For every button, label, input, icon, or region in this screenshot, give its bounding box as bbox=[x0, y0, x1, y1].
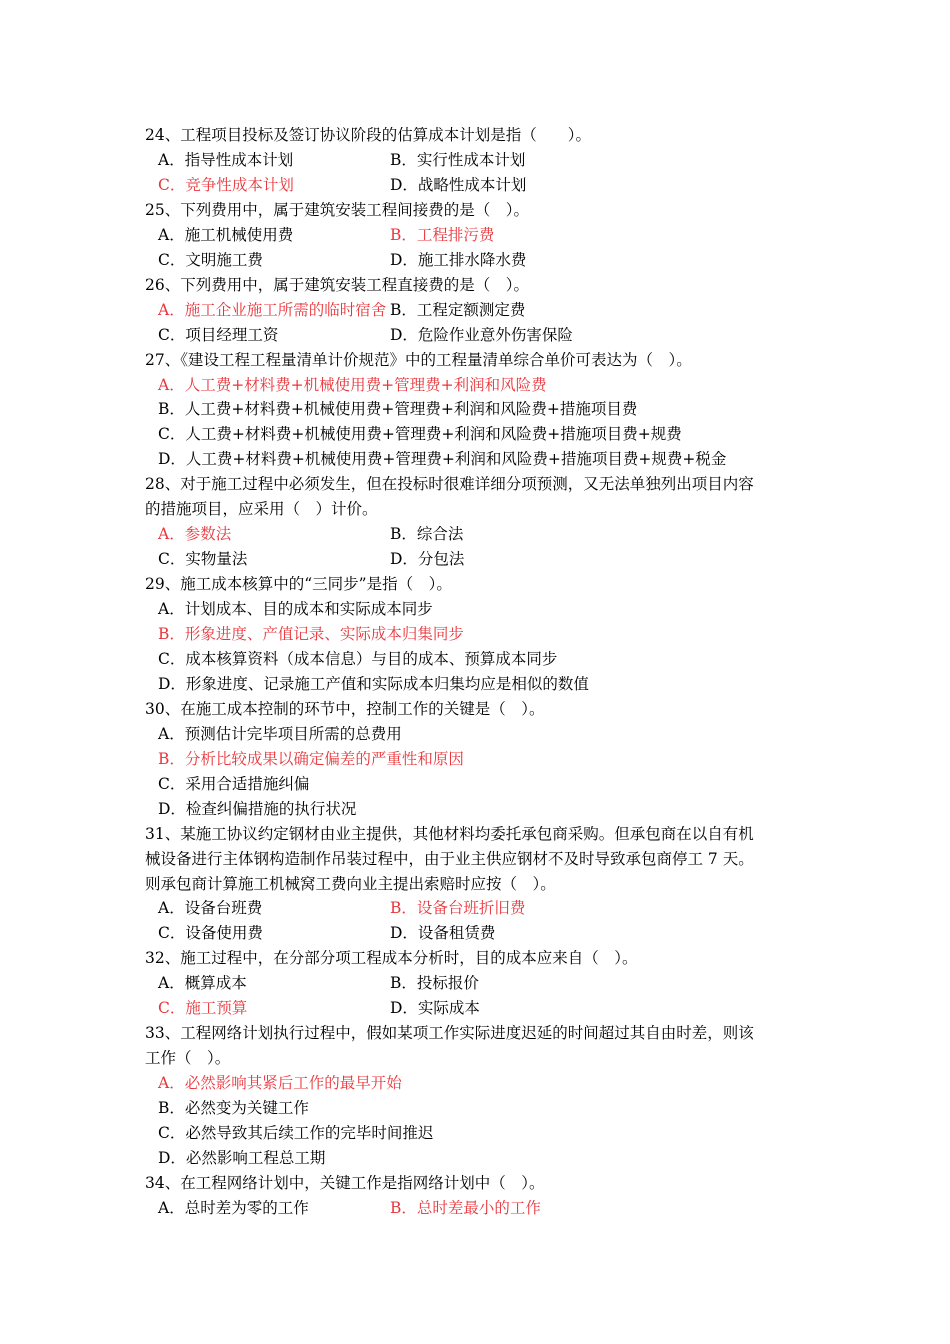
question-stem: 25、下列费用中，属于建筑安装工程间接费的是（ ）。 bbox=[145, 200, 529, 219]
question-stem: 30、在施工成本控制的环节中，控制工作的关键是（ ）。 bbox=[145, 699, 545, 718]
answer-option: D．战略性成本计划 bbox=[390, 175, 527, 194]
question-stem: 33、工程网络计划执行过程中，假如某项工作实际进度迟延的时间超过其自由时差，则该 bbox=[145, 1024, 754, 1043]
answer-option-correct: B．工程排污费 bbox=[390, 225, 495, 244]
option-row bbox=[158, 422, 828, 447]
option-row bbox=[158, 597, 828, 622]
option-row bbox=[158, 248, 828, 273]
question-stem: 29、施工成本核算中的“三同步”是指（ ）。 bbox=[145, 575, 452, 594]
answer-option-correct: B．设备台班折旧费 bbox=[390, 899, 526, 918]
option-row bbox=[158, 971, 828, 996]
question-stem: 则承包商计算施工机械窝工费向业主提出索赔时应按（ ）。 bbox=[145, 874, 556, 893]
answer-option: C．必然导致其后续工作的完毕时间推迟 bbox=[158, 1124, 434, 1142]
answer-option: D．实际成本 bbox=[390, 999, 480, 1018]
answer-option: B．实行性成本计划 bbox=[390, 150, 526, 169]
option-row bbox=[158, 1096, 828, 1121]
option-row bbox=[158, 1196, 828, 1221]
question-stem: 26、下列费用中，属于建筑安装工程直接费的是（ ）。 bbox=[145, 275, 529, 294]
option-row bbox=[158, 896, 828, 921]
answer-option: A．预测估计完毕项目所需的总费用 bbox=[158, 724, 402, 743]
option-row bbox=[158, 397, 828, 422]
question-stem: 28、对于施工过程中必须发生，但在投标时很难详细分项预测，又无法单独列出项目内容 bbox=[145, 475, 754, 494]
option-row bbox=[158, 223, 828, 248]
answer-option: A．总时差为零的工作 bbox=[158, 1198, 309, 1217]
answer-option: C．采用合适措施纠偏 bbox=[158, 774, 310, 793]
question-stem: 34、在工程网络计划中，关键工作是指网络计划中（ ）。 bbox=[145, 1173, 545, 1192]
answer-option-correct: B．总时差最小的工作 bbox=[390, 1198, 541, 1217]
answer-option: A．概算成本 bbox=[158, 974, 247, 993]
question-stem: 的措施项目，应采用（ ）计价。 bbox=[145, 500, 378, 519]
answer-option: A．设备台班费 bbox=[158, 899, 263, 918]
answer-option: D．必然影响工程总工期 bbox=[158, 1148, 326, 1167]
question-stem: 32、施工过程中，在分部分项工程成本分析时，目的成本应来自（ ）。 bbox=[145, 949, 638, 968]
option-row bbox=[158, 298, 828, 323]
answer-option: D．检查纠偏措施的执行状况 bbox=[158, 799, 357, 818]
question-stem: 31、某施工协议约定钢材由业主提供，其他材料均委托承包商采购。但承包商在以自有机 bbox=[145, 824, 754, 843]
answer-option: B．必然变为关键工作 bbox=[158, 1099, 309, 1117]
option-row bbox=[158, 148, 828, 173]
question-stem: 械设备进行主体钢构造制作吊装过程中，由于业主供应钢材不及时导致承包商停工 7 天。 bbox=[145, 849, 754, 868]
option-row bbox=[158, 522, 828, 547]
answer-option-correct: A．必然影响其紧后工作的最早开始 bbox=[158, 1074, 402, 1093]
option-row bbox=[158, 672, 828, 697]
option-row bbox=[158, 1071, 828, 1096]
question-stem: 工作（ ）。 bbox=[145, 1049, 231, 1068]
option-row bbox=[158, 323, 828, 348]
answer-option: C．设备使用费 bbox=[158, 924, 263, 943]
answer-option: C．实物量法 bbox=[158, 550, 248, 569]
answer-option: D．分包法 bbox=[390, 550, 465, 569]
answer-option: D．设备租赁费 bbox=[390, 924, 496, 943]
question-stem: 24、工程项目投标及签订协议阶段的估算成本计划是指（ ）。 bbox=[145, 126, 591, 144]
answer-option: D．形象进度、记录施工产值和实际成本归集均应是相似的数值 bbox=[158, 674, 589, 693]
option-row bbox=[158, 747, 828, 772]
answer-option-correct: C．竞争性成本计划 bbox=[158, 175, 294, 194]
answer-option: D．人工费+材料费+机械使用费+管理费+利润和风险费+措施项目费+规费+税金 bbox=[158, 450, 727, 469]
answer-option: A．计划成本、目的成本和实际成本同步 bbox=[158, 600, 433, 618]
answer-option: A．指导性成本计划 bbox=[158, 150, 294, 169]
answer-option: B．工程定额测定费 bbox=[390, 300, 526, 319]
answer-option: C．人工费+材料费+机械使用费+管理费+利润和风险费+措施项目费+规费 bbox=[158, 425, 682, 444]
option-row bbox=[158, 622, 828, 647]
answer-option: C．文明施工费 bbox=[158, 250, 263, 269]
answer-option: D．施工排水降水费 bbox=[390, 250, 527, 269]
option-row bbox=[158, 447, 828, 472]
option-row bbox=[158, 772, 828, 797]
answer-option: B．人工费+材料费+机械使用费+管理费+利润和风险费+措施项目费 bbox=[158, 400, 638, 419]
option-row bbox=[158, 647, 828, 672]
answer-option-correct: A．人工费+材料费+机械使用费+管理费+利润和风险费 bbox=[158, 375, 547, 394]
answer-option: A．施工机械使用费 bbox=[158, 225, 294, 244]
option-row bbox=[158, 797, 828, 822]
answer-option-correct: B．分析比较成果以确定偏差的严重性和原因 bbox=[158, 749, 464, 768]
option-row bbox=[158, 373, 828, 398]
question-stem: 27、《建设工程工程量清单计价规范》中的工程量清单综合单价可表达为（ ）。 bbox=[145, 350, 692, 369]
answer-option: B．投标报价 bbox=[390, 974, 479, 993]
option-row bbox=[158, 1121, 828, 1146]
answer-option-correct: A．施工企业施工所需的临时宿舍 bbox=[158, 300, 387, 319]
option-row bbox=[158, 921, 828, 946]
answer-option: B．综合法 bbox=[390, 525, 464, 544]
option-row bbox=[158, 1146, 828, 1171]
answer-option: C．成本核算资料（成本信息）与目的成本、预算成本同步 bbox=[158, 649, 558, 668]
option-row bbox=[158, 173, 828, 198]
answer-option: D．危险作业意外伤害保险 bbox=[390, 325, 573, 344]
option-row bbox=[158, 722, 828, 747]
answer-option-correct: B．形象进度、产值记录、实际成本归集同步 bbox=[158, 625, 464, 643]
answer-option: C．项目经理工资 bbox=[158, 325, 279, 344]
option-row bbox=[158, 547, 828, 572]
option-row bbox=[158, 996, 828, 1021]
answer-option-correct: A．参数法 bbox=[158, 525, 232, 544]
answer-option-correct: C．施工预算 bbox=[158, 999, 248, 1018]
